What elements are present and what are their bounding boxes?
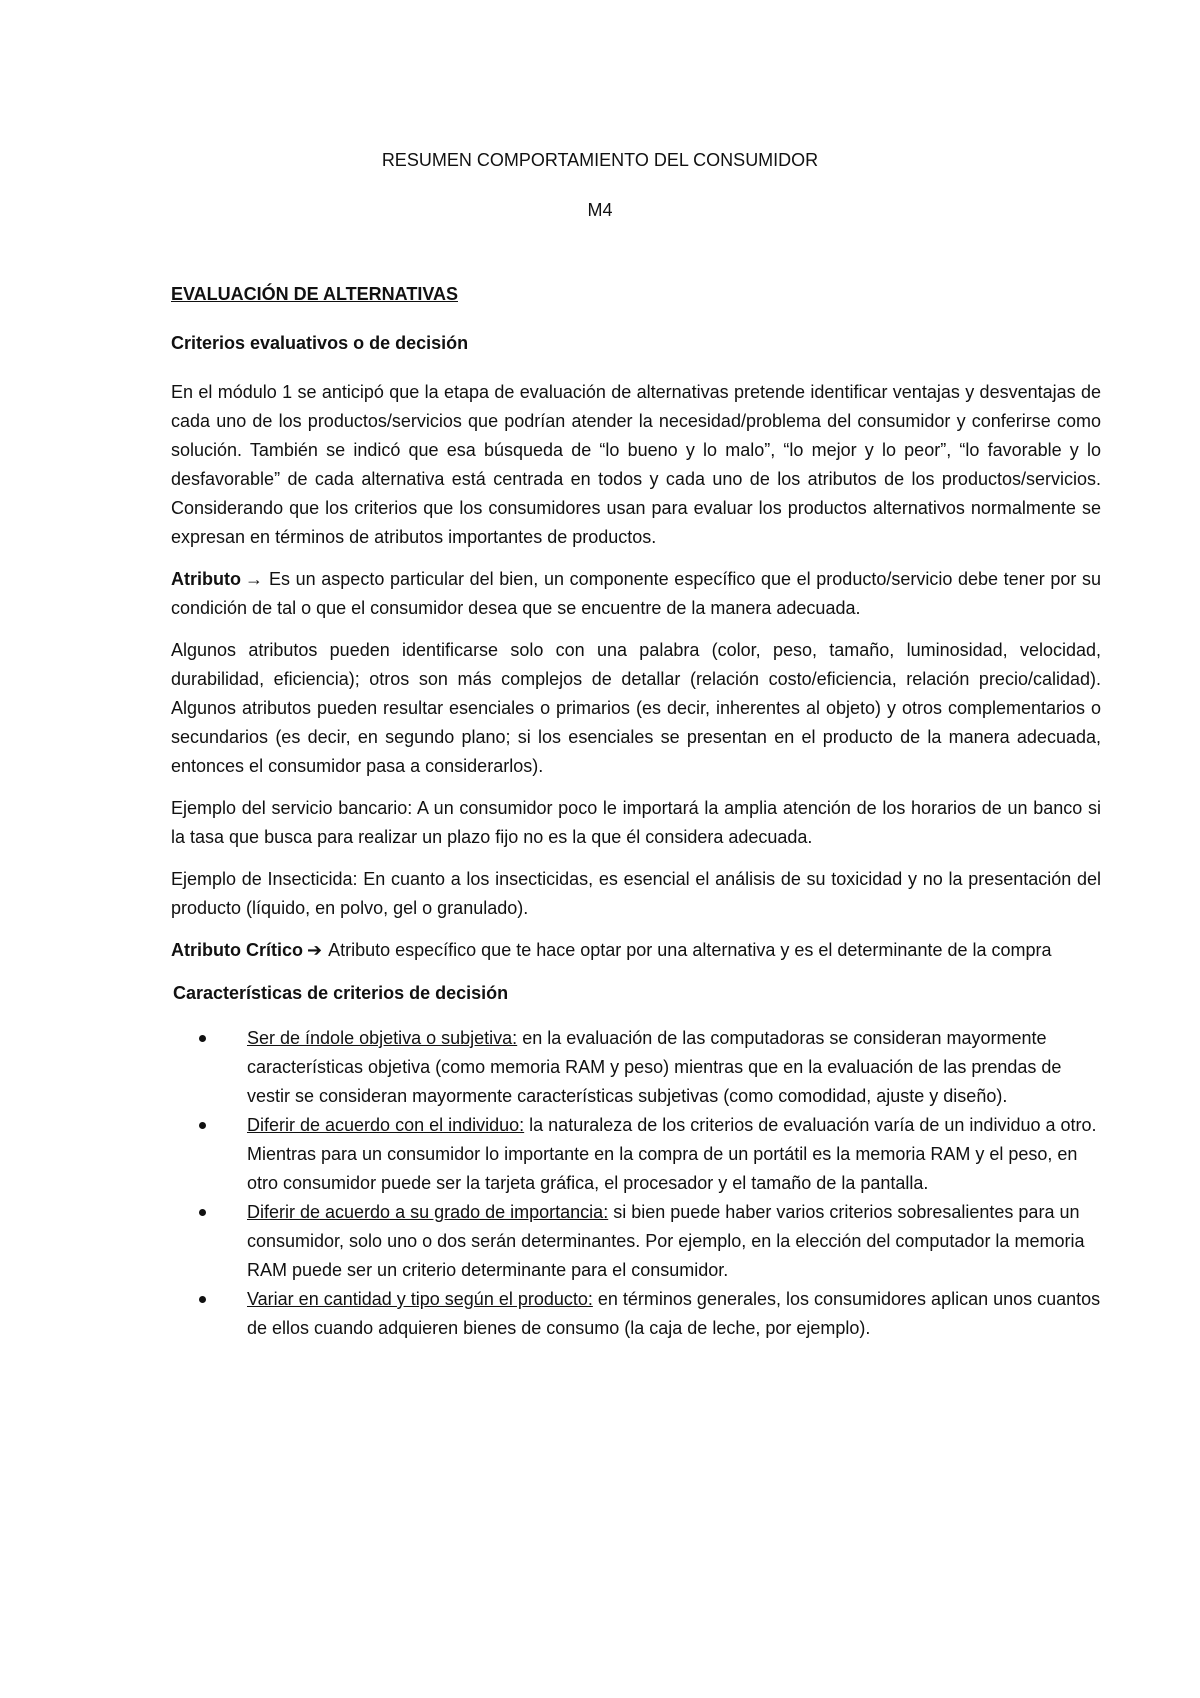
caracteristicas-heading: Características de criterios de decisión — [173, 983, 509, 1003]
list-item — [171, 1111, 1101, 1198]
atributo-term: Atributo — [171, 569, 241, 589]
bullet-text: en la evaluación de las computadoras se consideran mayormente características objetiva (como memoria RAM y peso) mientras que en la evaluación de las prendas de vestir se consideran mayormente características subjetivas (como comodidad, ajuste y diseño). — [247, 1028, 1062, 1106]
document-subtitle: M4 — [587, 200, 613, 220]
caracteristicas-list — [171, 1024, 1101, 1343]
bullet-icon — [199, 1122, 206, 1129]
atributos-paragraph: Algunos atributos pueden identificarse solo con una palabra (color, peso, tamaño, luminosidad, velocidad, durabilidad, eficiencia); otros son más complejos de detallar (relación costo/eficiencia, relación precio/calidad). Algunos atributos pueden resultar esenciales o primarios (es decir, inherentes al objeto) y otros complementarios o secundarios (es decir, en segundo plano; si los esenciales se presentan en el producto de la manera adecuada, entonces el consumidor pasa a considerarlos). — [171, 640, 1101, 776]
document-body — [171, 280, 1101, 1343]
atributo-critico-term: Atributo Crítico — [171, 940, 303, 960]
intro-paragraph: En el módulo 1 se anticipó que la etapa de evaluación de alternativas pretende identificar ventajas y desventajas de cada uno de los productos/servicios que podrían atender la necesidad/problema del consumidor y conferirse como solución. También se indicó que esa búsqueda de “lo bueno y lo malo”, “lo mejor y lo peor”, “lo favorable y lo desfavorable” de cada alternativa está centrada en todos y cada uno de los atributos de los productos/servicios. Considerando que los criterios que los consumidores usan para evaluar los productos alternativos normalmente se expresan en términos de atributos importantes de productos. — [171, 382, 1101, 547]
bullet-label: Diferir de acuerdo a su grado de importancia: — [247, 1202, 609, 1222]
bullet-label: Variar en cantidad y tipo según el producto: — [247, 1289, 593, 1309]
section-heading: EVALUACIÓN DE ALTERNATIVAS — [171, 284, 458, 304]
bullet-text: la naturaleza de los criterios de evaluación varía de un individuo a otro. Mientras para un consumidor lo importante en la compra de un portátil es la memoria RAM y el peso, en otro consumidor puede ser la tarjeta gráfica, el procesador y el tamaño de la pantalla. — [247, 1115, 1097, 1193]
list-item — [171, 1024, 1101, 1111]
list-item — [171, 1198, 1101, 1285]
bullet-text: si bien puede haber varios criterios sobresalientes para un consumidor, solo uno o dos serán determinantes. Por ejemplo, en la elección del computador la memoria RAM puede ser un criterio determinante para el consumidor. — [247, 1202, 1085, 1280]
bullet-text: en términos generales, los consumidores aplican unos cuantos de ellos cuando adquieren bienes de consumo (la caja de leche, por ejemplo). — [247, 1289, 1101, 1338]
bullet-icon — [199, 1035, 206, 1042]
arrow-right-icon: → — [244, 569, 263, 589]
atributo-definition — [171, 565, 1101, 623]
atributo-critico-definition-text: Atributo específico que te hace optar por una alternativa y es el determinante de la compra — [328, 940, 1052, 960]
bullet-icon — [199, 1209, 206, 1216]
ejemplo-insecticida-paragraph: Ejemplo de Insecticida: En cuanto a los insecticidas, es esencial el análisis de su toxicidad y no la presentación del producto (líquido, en polvo, gel o granulado). — [171, 869, 1101, 918]
bold-arrow-right-icon: ➔ — [307, 940, 323, 960]
bullet-label: Diferir de acuerdo con el individuo: — [247, 1115, 525, 1135]
atributo-definition-text: Es un aspecto particular del bien, un componente específico que el producto/servicio debe tener por su condición de tal o que el consumidor desea que se encuentre de la manera adecuada. — [171, 569, 1101, 618]
bullet-icon — [199, 1296, 206, 1303]
ejemplo-bancario-paragraph: Ejemplo del servicio bancario: A un consumidor poco le importará la amplia atención de los horarios de un banco si la tasa que busca para realizar un plazo fijo no es la que él considera adecuada. — [171, 798, 1101, 847]
atributo-critico-definition — [171, 936, 1101, 965]
document-title: RESUMEN COMPORTAMIENTO DEL CONSUMIDOR — [381, 150, 819, 170]
list-item — [171, 1285, 1101, 1343]
bullet-label: Ser de índole objetiva o subjetiva: — [247, 1028, 518, 1048]
subsection-heading: Criterios evaluativos o de decisión — [171, 333, 469, 353]
